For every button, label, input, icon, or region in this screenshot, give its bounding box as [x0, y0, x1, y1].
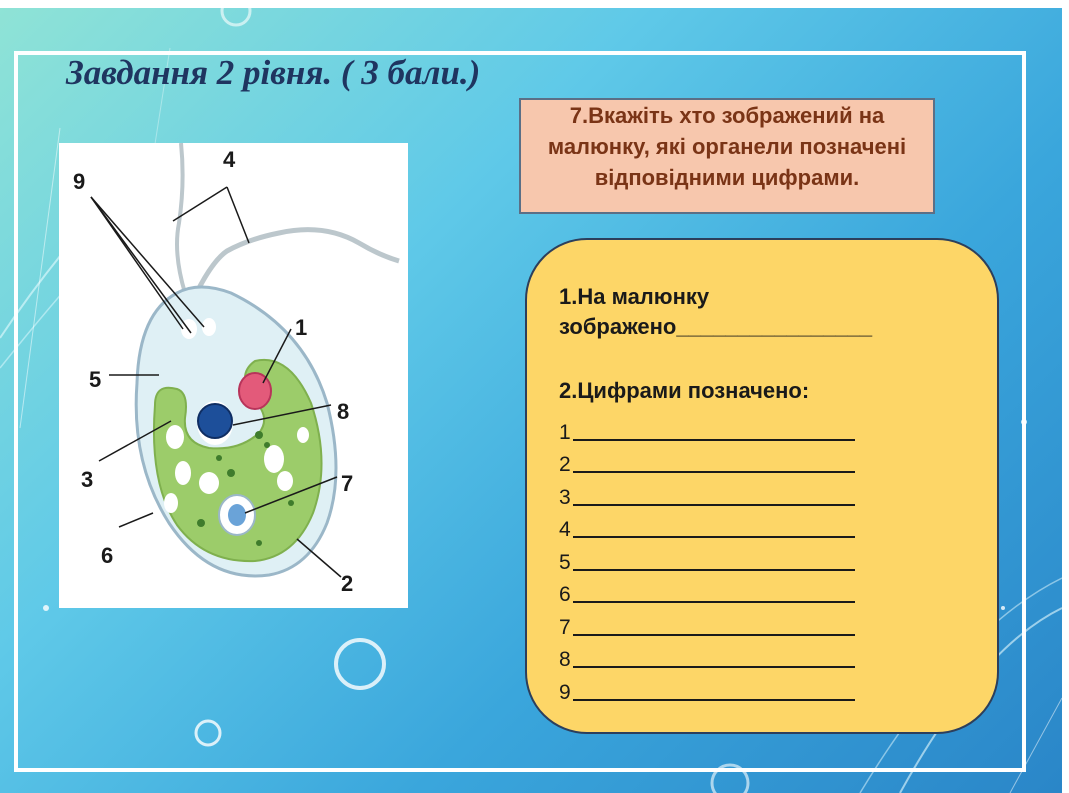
euglena-diagram: [59, 143, 408, 608]
question-1: [559, 282, 872, 342]
heading-bold: Завдання 2 рівня: [66, 53, 324, 92]
question-2: 2.Цифрами позначено:: [559, 378, 810, 403]
answer-row: [559, 477, 855, 510]
answer-number: 5: [559, 550, 571, 574]
answer-row: [559, 412, 855, 445]
heading-points: . ( 3 бали.): [323, 53, 481, 92]
answer-blank: [573, 569, 855, 571]
label-6: 6: [101, 543, 114, 568]
answer-blank: [573, 666, 855, 668]
label-3: 3: [81, 467, 94, 492]
answer-number: 2: [559, 453, 571, 476]
answer-number: 1: [559, 420, 571, 444]
answer-row: [559, 510, 855, 543]
answer-number: 7: [559, 615, 571, 639]
answer-row: [559, 640, 855, 673]
answer-row: [559, 542, 855, 575]
answer-card: [525, 238, 999, 734]
label-7: 7: [341, 471, 354, 496]
answer-number: 9: [559, 680, 571, 704]
answer-row: [559, 575, 855, 608]
answer-row: [559, 607, 855, 640]
question-1-line-1: 1.На малюнку: [559, 284, 710, 309]
answer-blank: [573, 699, 855, 701]
answer-blank: [573, 439, 855, 441]
contractile-vacuole: [228, 504, 246, 526]
answer-number: 8: [559, 648, 571, 671]
answer-row: [559, 672, 855, 705]
answer-row: [559, 445, 855, 478]
answer-blank: [573, 601, 855, 603]
answer-number: 4: [559, 518, 571, 541]
question-1-line-2: зображено________________: [559, 314, 873, 339]
label-4: 4: [223, 147, 236, 172]
answer-number: 6: [559, 583, 571, 606]
label-5: 5: [89, 367, 102, 392]
euglena-figure: [59, 143, 408, 608]
slide-heading: [66, 53, 480, 93]
label-8: 8: [337, 399, 350, 424]
label-1: 1: [295, 315, 308, 340]
answer-blank: [573, 634, 855, 636]
task-text: 7.Вкажіть хто зображений на малюнку, які органели позначені відповідними цифрами.: [547, 103, 907, 190]
answer-blanks-list: [559, 412, 855, 705]
answer-number: 3: [559, 485, 571, 509]
answer-blank: [573, 504, 855, 506]
nucleus: [198, 404, 232, 438]
answer-blank: [573, 471, 855, 473]
answer-blank: [573, 536, 855, 538]
label-9: 9: [73, 169, 86, 194]
label-2: 2: [341, 571, 354, 596]
task-instruction-box: [519, 98, 935, 214]
